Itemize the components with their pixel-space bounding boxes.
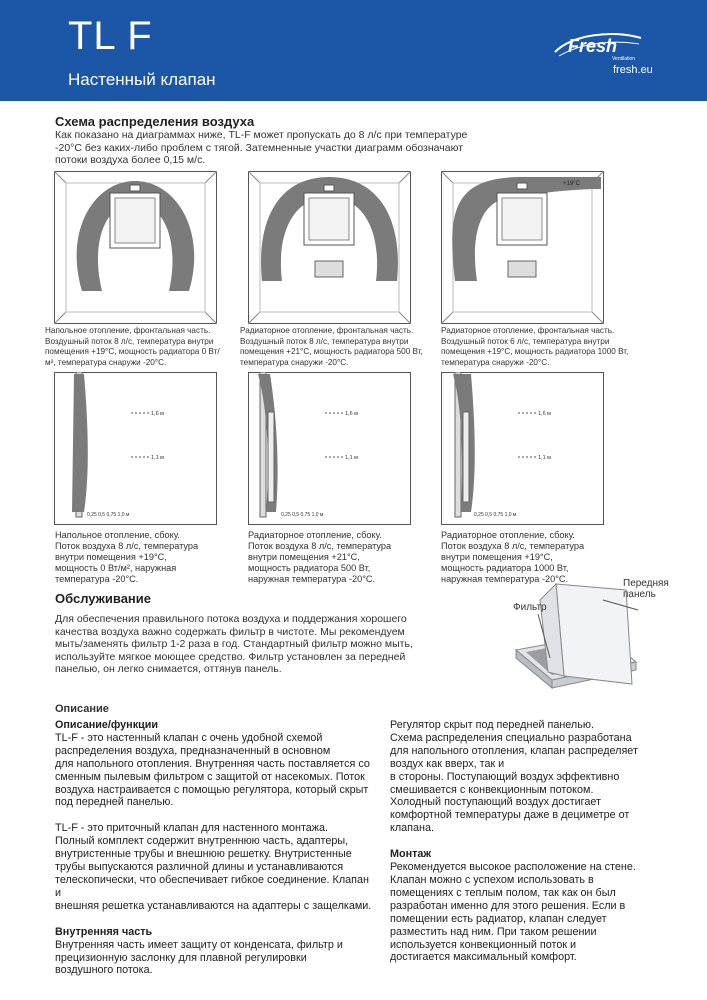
section-title-description: Описание [55, 703, 109, 715]
svg-text:1,6 м: 1,6 м [538, 411, 551, 417]
product-title: TL F [68, 14, 153, 58]
brand-url: fresh.eu [613, 64, 653, 76]
service-text: Для обеспечения правильного потока воздуха и поддержания хорошего качества воздуха важно содержать фильтр в чистоте. Мы рекомендуем мыть/заменять фильтр 1-2 раза в год. Стандартный фильтр можно мыть, используйте мягкое моющее средство. Фильтр установлен за передней панелью, он легко снимается, оттянув панель. [55, 613, 413, 676]
front-caption-1: Напольное отопление, фронтальная часть. Воздушный поток 8 л/с, температура внутри помещения +19°C, мощность радиатора 0 Вт/ м², температура снаружи -20°C. [45, 326, 220, 367]
valve-product-illustration [508, 580, 698, 710]
description-right-column: Регулятор скрыт под передней панелью. Схема распределения специально разработана для напольного отопления, клапан распределяет воздух как вверх, так и в стороны. Поступающий воздух эффективно смешивается с конвекционным потоком. Холодный поступающий воздух достигает комфортной температуры даже в дециметре от клапана. Монтаж Рекомендуется высокое расположение на стене. Клапан можно с успехом использовать в помещениях с теплым полом, так как он был разработан именно для этого решения. Если в помещении есть радиатор, клапан следует разместить над ним. При таком решении используется конвекционный поток и достигается максимальный комфорт. [390, 719, 638, 964]
filter-label: Фильтр [513, 602, 547, 613]
brand-logo-sub: Ventilation [612, 56, 636, 62]
svg-text:1,1 м: 1,1 м [345, 455, 358, 461]
side-caption-1: Напольное отопление, сбоку. Поток воздуха 8 л/с, температура внутри помещения +19°C, мощность 0 Вт/м², наружная температура -20°C. [55, 530, 199, 584]
svg-text:1,1 м: 1,1 м [151, 455, 164, 461]
brand-logo: Fresh [568, 36, 618, 56]
svg-text:1,6 м: 1,6 м [151, 411, 164, 417]
svg-text:0,25 0,5 0,75 1,0 м: 0,25 0,5 0,75 1,0 м [87, 512, 130, 518]
section-title-service: Обслуживание [55, 591, 152, 606]
temp-label: +19°C [563, 181, 580, 187]
side-caption-3: Радиаторное отопление, сбоку. Поток воздуха 8 л/с, температура внутри помещения +19°C, мощность радиатора 1000 Вт, наружная температура -20°C. [441, 530, 585, 584]
front-panel-label: Передняя панель [623, 578, 669, 600]
front-diagram-2 [248, 171, 411, 324]
svg-text:0,25 0,5 0,75 1,0 м: 0,25 0,5 0,75 1,0 м [281, 512, 324, 518]
front-caption-2: Радиаторное отопление, фронтальная часть. Воздушный поток 8 л/с, температура внутри помещения +21°C, мощность радиатора 500 Вт, температура снаружи -20°C. [240, 326, 423, 367]
description-left-column: Описание/функции TL-F - это настенный клапан с очень удобной схемой распределения воздуха, предназначенный в основном для напольного отопления. Внутренняя часть поставляется со сменным пылевым фильтром с защитой от насекомых. Поток воздуха настраивается с помощью регулятора, который скрыт под передней панелью. TL-F - это приточный клапан для настенного монтажа. Полный комплект содержит внутреннюю часть, адаптеры, внутристенные трубы и внешнюю решетку. Внутристенные трубы выпускаются различной длины и устанавливаются телескопически, что обеспечивает гибкое соединение. Клапан и внешняя решетка устанавливаются на адаптеры с защелками. Внутренняя часть Внутренняя часть имеет защиту от конденсата, фильтр и прецизионную заслонку для плавной регулировки воздушного потока. [55, 719, 372, 977]
side-diagram-3 [441, 372, 604, 525]
front-diagram-3 [441, 171, 604, 324]
header-band [0, 0, 707, 101]
svg-text:1,6 м: 1,6 м [345, 411, 358, 417]
airflow-intro: Как показано на диаграммах ниже, TL-F может пропускать до 8 л/с при температуре -20°C без каких-либо проблем с тягой. Затемненные участки диаграмм обозначают потоки воздуха более 0,15 м/с. [55, 129, 468, 167]
side-caption-2: Радиаторное отопление, сбоку. Поток воздуха 8 л/с, температура внутри помещения +21°C, мощность радиатора 500 Вт, наружная температура -20°C. [248, 530, 392, 584]
section-title-airflow: Схема распределения воздуха [55, 114, 255, 129]
front-caption-3: Радиаторное отопление, фронтальная часть. Воздушный поток 6 л/с, температура внутри помещения +19°C, мощность радиатора 1000 Вт, температура снаружи -20°C. [441, 326, 629, 367]
side-diagram-2 [248, 372, 411, 525]
front-diagram-1 [54, 171, 217, 324]
product-subtitle: Настенный клапан [68, 70, 216, 89]
svg-text:0,25 0,5 0,75 1,0 м: 0,25 0,5 0,75 1,0 м [474, 512, 517, 518]
side-diagram-1 [54, 372, 217, 525]
svg-text:1,1 м: 1,1 м [538, 455, 551, 461]
